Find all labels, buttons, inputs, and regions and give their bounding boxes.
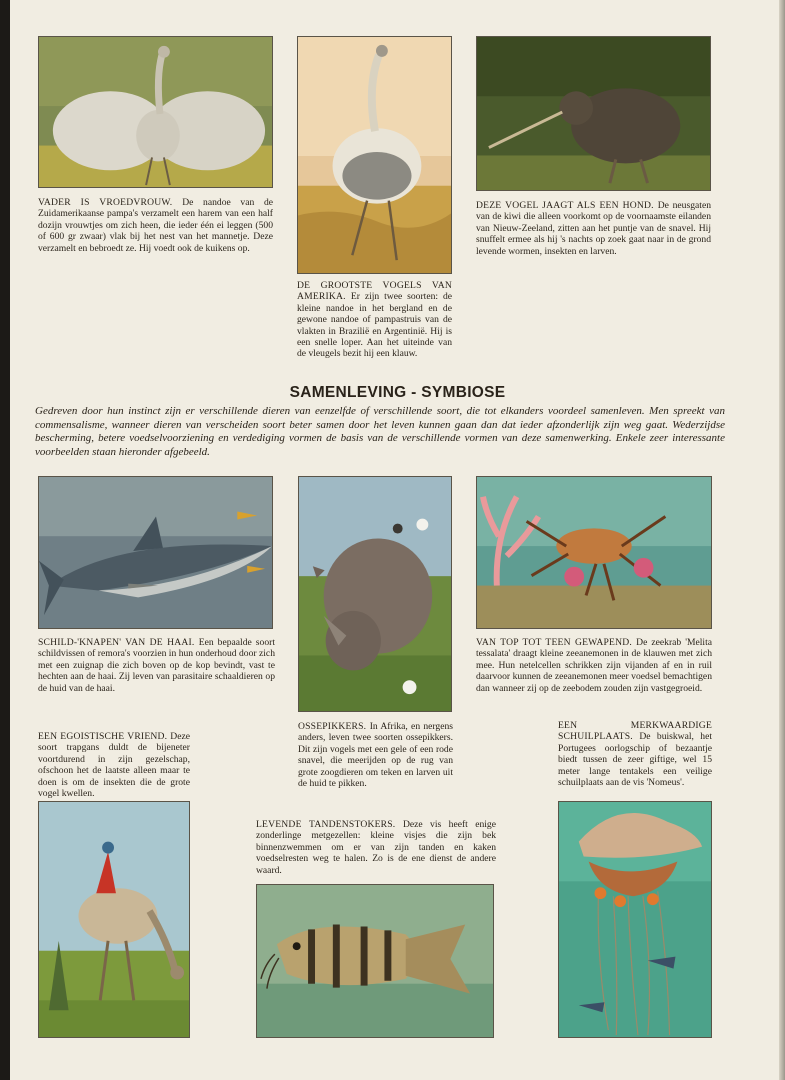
illustration-bustard [38,801,190,1038]
caption-toothpicks [256,819,496,876]
caption-egoist [38,731,190,799]
caption-shark [38,637,275,694]
caption-title: VADER IS VROEDVROUW. [38,197,183,208]
caption-hiding-place [558,720,712,788]
caption-body: Deze soort trapgans duldt de bijeneter voortdurend in zijn gezelschap, ofschoon het de laatste alleen maar te doen is om de insekten die de grote vogel kwellen. [38,731,190,800]
illustration-crab [476,476,712,629]
caption-body: Een bepaalde soort schildvissen of remora's voorzien in hun onderhoud door zich met een zuignap die zich boven op de kop bevindt, vast te hechten aan de haai. Zij leven van parasitaire schaaldieren op de huid van de haai. [38,637,275,694]
caption-nandoe-father [38,197,273,254]
caption-oxpeckers [298,721,453,789]
caption-body: De nandoe van de Zuidamerikaanse pampa's verzamelt een harem van een half dozijn vrouwtjes om zich heen, die ieder één ei leggen (500 of 600 gr zwaar) vlak bij het nest van het mannetje. Deze verzamelt en bebroedt ze. Hij voedt ook de kuikens op. [38,197,274,254]
illustration-rhea-standing [297,36,452,274]
section-intro: Gedreven door hun instinct zijn er verschillende dieren van eenzelfde of verschillende soort, die tot elkanders voordeel samenleven. Men spreekt van commensalisme, wanneer dieren van verscheiden soort beter samen door het leven kunnen gaan dan dat ieder afzonderlijk zijn weg gaat. Wederzijdse bescherming, betere voedselvoorziening en verdediging vormen de basis van de verschillende vormen van deze samenwerking. Enkele zeer interessante voorbeelden staan hieronder afgebeeld. [35,405,725,458]
caption-kiwi [476,200,711,257]
caption-body: In Afrika, en nergens anders, leven twee soorten ossepikkers. Dit zijn vogels met een gele of een rode snavel, die meerijden op de rug van grote zoogdieren om teken en larven uit de huid te pikken. [298,721,454,790]
caption-title: LEVENDE TANDENSTOKERS. [256,819,403,830]
caption-crab [476,637,712,694]
caption-title: EEN MERKWAARDIGE SCHUILPLAATS. [558,720,712,743]
book-page [10,0,785,1080]
caption-title: VAN TOP TOT TEEN GEWAPEND. [476,637,637,648]
caption-title: EEN EGOISTISCHE VRIEND. [38,731,171,742]
illustration-kiwi [476,36,711,191]
illustration-rhinoceros [298,476,452,712]
illustration-jellyfish [558,801,712,1038]
caption-title: OSSEPIKKERS. [298,721,370,732]
caption-body: De buiskwal, het Portugees oorlogschip of bezaantje biedt tussen de zeer giftige, wel 15 meter lange tentakels een veilige schuilplaats aan de vis 'Nomeus'. [558,731,712,789]
caption-largest-birds [297,280,452,360]
illustration-fish [256,884,494,1038]
caption-title: SCHILD-'KNAPEN' VAN DE HAAI. [38,637,199,648]
caption-body: Er zijn twee soorten: de kleine nandoe in het bergland en de gewone nandoe of pampastruis van de vlakten in Brazilië en Argentinië. Hij is een snelle loper. Aan het uiteinde van de vleugels bezit hij een klauw. [297,291,452,360]
caption-body: De zeekrab 'Melita tessalata' draagt kleine zeeanemonen in de klauwen met zich mee. Hun netelcellen schrikken zijn vijanden af en in ruil daarvoor kunnen de zeeanemonen meer voedsel bemachtigen dan wanneer zij op de zeebodem zouden zijn vastgegroeid. [476,637,713,694]
section-heading: SAMENLEVING - SYMBIOSE [289,384,506,401]
illustration-shark [38,476,273,629]
caption-body: De neusgaten van de kiwi die alleen voorkomt op de voornaamste eilanden van Nieuw-Zeeland, zitten aan het puntje van de snavel. Hij snuffelt ermee als hij 's nachts op zoek gaat naar in de grond levende wormen, insekten en larven. [476,200,711,257]
caption-title: DEZE VOGEL JAAGT ALS EEN HOND. [476,200,658,211]
caption-body: Deze vis heeft enige zonderlinge metgezellen: kleine visjes die zijn bek binnenzwemmen om er van zijn tanden en kaken voedselresten weg te halen. Zo is de ene dienst de andere waard. [256,819,496,876]
caption-title: DE GROOTSTE VOGELS VAN AMERIKA. [297,280,452,303]
page-edge [779,0,785,1080]
illustration-rhea-wings [38,36,273,188]
